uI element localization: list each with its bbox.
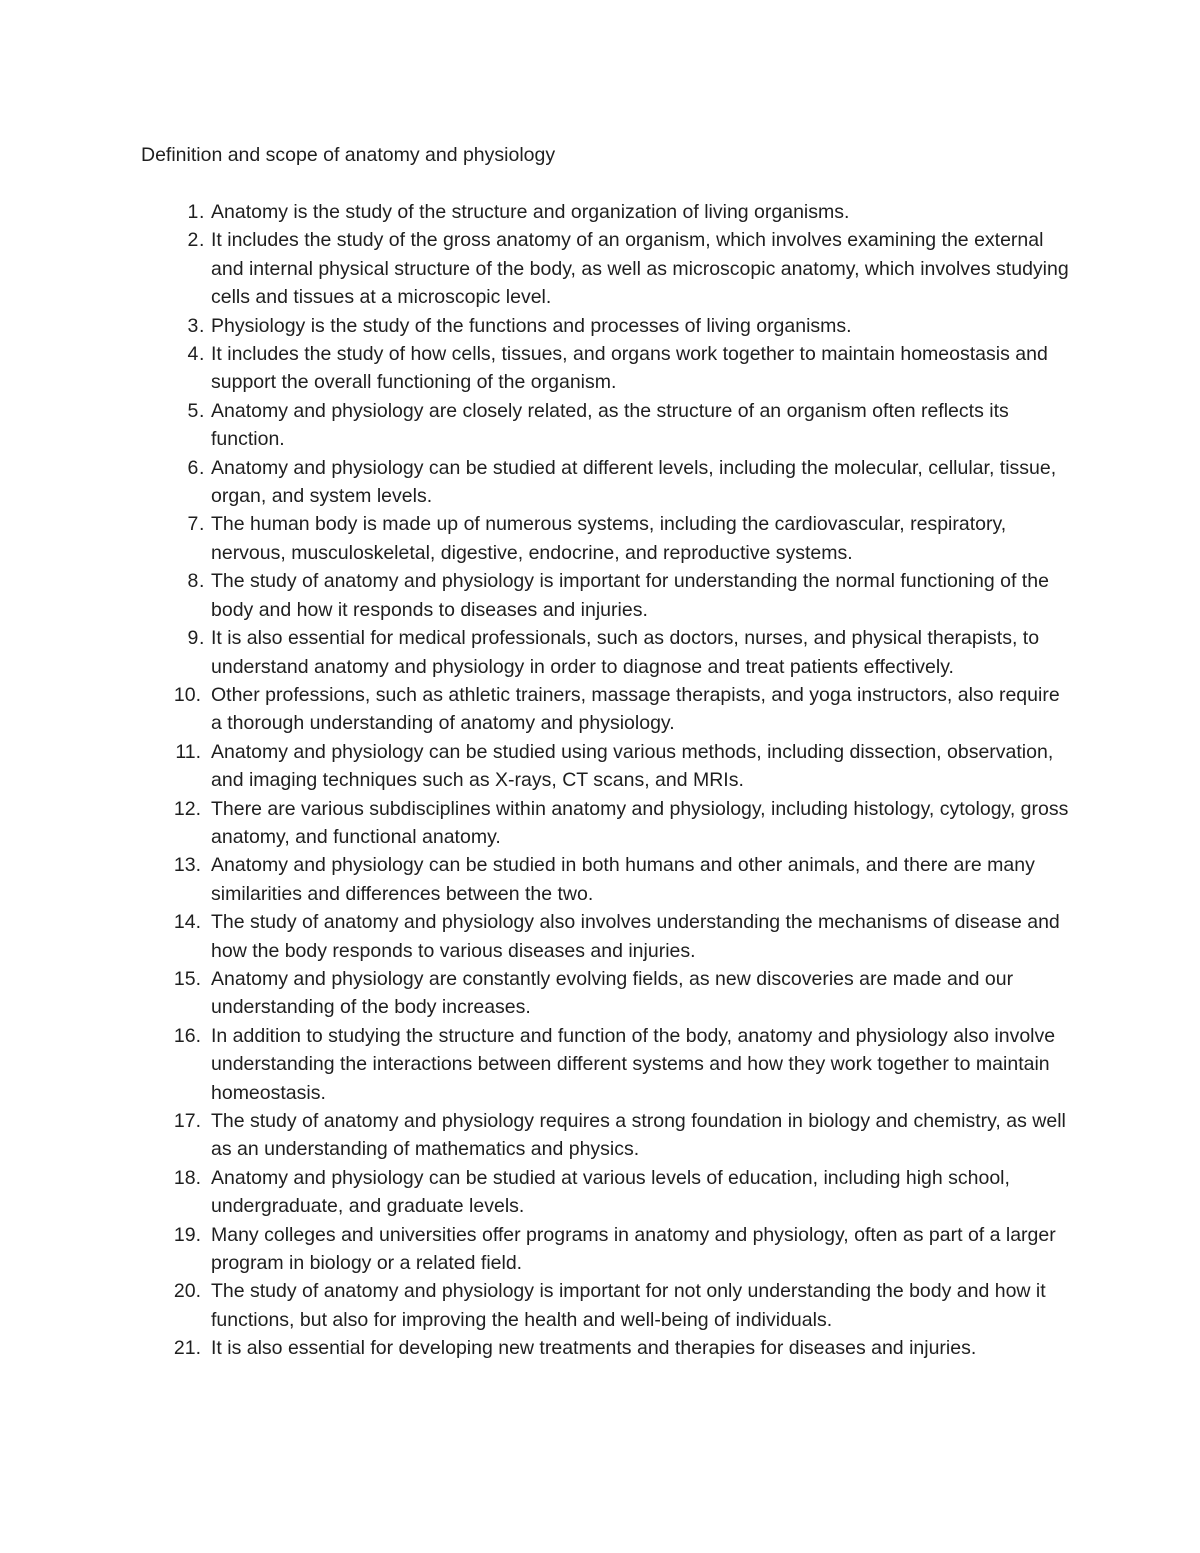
list-item-number: 11.: [175, 740, 201, 763]
numbered-list: [0, 198, 1200, 1363]
list-item-text: Anatomy and physiology are closely related, as the structure of an organism often reflects its function.: [211, 399, 1009, 451]
list-item: [0, 908, 1200, 965]
list-item: [0, 1022, 1200, 1107]
list-item-number: 10.: [173, 683, 201, 706]
list-item: [0, 1221, 1200, 1278]
list-item: [0, 1334, 1200, 1362]
list-item-text: The study of anatomy and physiology is important for understanding the normal functioning of the body and how it responds to diseases and injuries.: [211, 570, 1049, 621]
list-item-number: 1.: [187, 201, 205, 223]
list-item-text: Anatomy and physiology can be studied in both humans and other animals, and there are many similarities and differences between the two.: [211, 854, 1035, 905]
list-item-number: 21.: [173, 1337, 201, 1360]
list-item-number: 9.: [187, 627, 205, 650]
list-item: [0, 1107, 1200, 1164]
list-item-number: 15.: [173, 967, 201, 990]
list-item: [0, 454, 1200, 511]
list-item: [0, 312, 1200, 340]
list-item-number: 20.: [173, 1280, 201, 1303]
list-item: [0, 795, 1200, 852]
list-item-text: The study of anatomy and physiology is important for not only understanding the body and how it functions, but also for improving the health and well-being of individuals.: [211, 1280, 1046, 1331]
list-item-text: In addition to studying the structure and function of the body, anatomy and physiology also involve understanding the interactions between different systems and how they work together to maintain homeostasis.: [211, 1024, 1056, 1104]
list-item-number: 4.: [187, 343, 205, 366]
list-item: [0, 624, 1200, 681]
list-item-number: 3.: [187, 314, 205, 337]
list-item-text: Physiology is the study of the functions and processes of living organisms.: [211, 314, 852, 337]
list-item-text: Anatomy is the study of the structure and organization of living organisms.: [211, 201, 850, 223]
list-item-number: 7.: [187, 513, 205, 536]
list-item: [0, 198, 1200, 226]
list-item-text: Anatomy and physiology are constantly evolving fields, as new discoveries are made and our understanding of the body increases.: [211, 967, 1014, 1019]
list-item-number: 12.: [173, 797, 201, 820]
list-item: [0, 397, 1200, 454]
list-item-number: 2.: [187, 229, 205, 252]
list-item: [0, 510, 1200, 567]
list-item-number: 16.: [173, 1024, 201, 1047]
list-item-text: The human body is made up of numerous systems, including the cardiovascular, respiratory, nervous, musculoskeletal, digestive, endocrine, and reproductive systems.: [211, 513, 1007, 564]
list-item-text: Many colleges and universities offer programs in anatomy and physiology, often as part of a larger program in biology or a related field.: [211, 1223, 1056, 1275]
list-item: [0, 340, 1200, 397]
list-item: [0, 681, 1200, 738]
list-item: [0, 226, 1200, 311]
list-item: [0, 1277, 1200, 1334]
list-item: [0, 738, 1200, 795]
list-item-text: Anatomy and physiology can be studied at various levels of education, including high school, undergraduate, and graduate levels.: [211, 1166, 1010, 1218]
list-item-number: 6.: [187, 456, 205, 479]
list-item-text: Anatomy and physiology can be studied using various methods, including dissection, observation, and imaging techniques such as X-rays, CT scans, and MRIs.: [211, 740, 1054, 792]
list-item-text: It includes the study of how cells, tissues, and organs work together to maintain homeostasis and support the overall functioning of the organism.: [211, 343, 1048, 394]
list-item-number: 13.: [173, 854, 201, 877]
list-item: [0, 965, 1200, 1022]
list-item-text: It includes the study of the gross anatomy of an organism, which involves examining the external and internal physical structure of the body, as well as microscopic anatomy, which involves studying cells and tissues at a microscopic level.: [211, 229, 1069, 309]
list-item-number: 18.: [173, 1166, 201, 1189]
list-item-text: The study of anatomy and physiology also involves understanding the mechanisms of disease and how the body responds to various diseases and injuries.: [211, 911, 1060, 962]
list-item-text: The study of anatomy and physiology requires a strong foundation in biology and chemistry, as well as an understanding of mathematics and physics.: [211, 1110, 1066, 1161]
list-item-number: 19.: [173, 1223, 201, 1246]
list-item-number: 17.: [173, 1110, 201, 1132]
document-title: Definition and scope of anatomy and physiology: [141, 144, 556, 166]
list-item-text: There are various subdisciplines within anatomy and physiology, including histology, cytology, gross anatomy, and functional anatomy.: [211, 797, 1069, 848]
list-item-number: 5.: [187, 399, 205, 422]
list-item: [0, 567, 1200, 624]
list-item-number: 8.: [187, 570, 205, 593]
list-item-text: Anatomy and physiology can be studied at different levels, including the molecular, cellular, tissue, organ, and system levels.: [211, 456, 1057, 508]
list-item-text: Other professions, such as athletic trainers, massage therapists, and yoga instructors, also require a thorough understanding of anatomy and physiology.: [211, 683, 1060, 735]
list-item-text: It is also essential for developing new treatments and therapies for diseases and injuries.: [211, 1337, 977, 1360]
list-item-number: 14.: [173, 911, 201, 934]
list-item: [0, 1164, 1200, 1221]
list-item-text: It is also essential for medical professionals, such as doctors, nurses, and physical therapists, to understand anatomy and physiology in order to diagnose and treat patients effectively.: [211, 627, 1040, 678]
list-item: [0, 851, 1200, 908]
